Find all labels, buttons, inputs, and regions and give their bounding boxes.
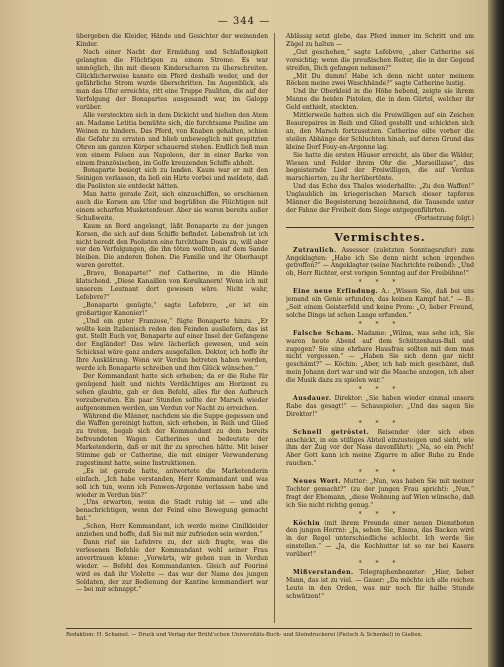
anecdote: [286, 429, 474, 469]
story-paragraph: „Uns erwarten, wenn die Stadt ruhig ist — und alle benachrichtigen, wenn der Feind eine Bewegung gemacht hat.“: [76, 499, 268, 523]
anecdote-separator: * * *: [358, 469, 402, 477]
story-paragraph: „Und ein guter Franzose,“ fügte Bonaparte hinzu. „Er wollte kein Italienisch reden den Feinden ausliefern, das ist gut. Stellt Euch vor, Bonaparte auf einer Insel der Gefangene der Engländer! Das wäre lächerlich gewesen, und sein Schicksal wäre ganz anders ausgefallen. Doktor, ich hoffe ihr Ihre Ausklärung. Wenn wir Verdun betreten haben werden, werde ich Bonaparte schreiben und ihm Glück wünschen.“: [76, 317, 268, 373]
story-paragraph: Dann rief sie Lefebvre zu, der sich fragte, was die verlesenen Befehle der Kommandant wohl seiner Frau anvertrauen könne: „Vorwärts, wir gehen nun in Verdun wieder. — Befehl des Kommandanten. Gleich auf Fouriné wird es daß ihr Violette — das war der Name des jungen Soldaten, der zur Bedienung der Kantine kommandiert war — bei mir schnappt.“: [76, 539, 268, 594]
anecdote-list: [286, 247, 474, 601]
anecdote: [286, 478, 474, 510]
imprint-footer: Redaktion: H. Schamel. — Druck und Verlag der Brühl'schen Universitäts-Buch- und Steindruckerei (Pietsch & Schenkel) in Gießen.: [66, 628, 472, 638]
anecdote: [286, 330, 474, 385]
anecdote: [286, 247, 474, 279]
page-number: — 344 —: [217, 16, 271, 27]
story-paragraph: „Bonaparte genügte,“ sagte Lefebvre, „er ist ein großartiger Kanonier!“: [76, 301, 268, 317]
story-paragraph: Während die Männer, nachdem sie die Suppe gegessen und die Waffen gereinigt hatten, sich erheben, in Reih und Glied zu treten, begab sich der Kommandant zu dem bereits befreundeten Wagen Catherines und bedeutete der Marketenderin, daß er mit ihr zu sprechen hätte. Mit leiser Stimme gab er Catherine, die mit einiger Verwunderung zugestimmt hatte, seine Instruktionen.: [76, 412, 268, 467]
anecdote-separator: * * *: [358, 419, 402, 427]
story-paragraph: Und ihr Oberkleid in die Höhe hebend, zeigte sie ihrem Manne die beiden Pistolen, die in dem Gürtel, welcher ihr Geld enthielt, steckten.: [286, 88, 474, 112]
anecdote-text: A.: „Wissen Sie, daß bei uns jemand ein Genie erfunden, das keinen Kampf hat.“ — B.: „Seit einem Geisterfeld und keine Prom: „O, lieber Freund, solche Dinge ist schon Lange erfunden.“: [286, 288, 474, 319]
anecdote-title: Köchin: [293, 519, 321, 527]
anecdote-separator: * * *: [358, 320, 402, 328]
anecdote-text: Assessor (zuletzten Sonntagsrufer) zum Angeklagten: „Habe ich Sie denn nicht schon irgendwo getroffen?“ — Angeklagter (seine Nachrichte reibend): „Und ob, Herr Richter, erst vorigen Sonntag auf der Freibühne!“: [286, 246, 474, 278]
continuation-note: (Fortsetzung folgt.): [415, 214, 474, 222]
anecdote-text: (mit ihrem Freunde einer neuen Dienstboten den jungen Herrn): „Ja, sehen Sie, Emma, das Backen wird in der Regel unterschiedliche schlecht. Ich werde Sie einstellen.“ — „Ja, die Kochbutter ist so rar bei Kasern vorüber!“: [286, 519, 474, 559]
anecdote-text: Reisender (der sich eben anschickt, in ein stilliges Abteil einzusteigen und sieht, wie ihm der Zug vor der Nase davonfährt): „Na, so ein Pech! Aber Gott kann ich meine Zigarre in aller Ruhe zu Ende rauchen.“: [286, 428, 474, 468]
story-paragraph: „Gut geschehen,“ sagte Lefebvre, „aber Catherine sei vorsichtig; wenn die preußischen Reiter, die in der Gegend streifen, Dich gefangen nehmen?“: [286, 48, 474, 72]
anecdote-title: Eine neue Erfindung.: [293, 288, 379, 296]
anecdote-separator: * * *: [358, 279, 402, 287]
story-paragraph: „Mit Du dumm! Habe ich denn nicht unter meinem Röcken meine zwei Waschhände?“ sagte Catherine lustig.: [286, 72, 474, 88]
story-paragraph: „Bravo, Bonaparte!“ rief Catherine, in die Hände klatschend. „Diese Kanaillen von Korsikanern! Wenn ich mit unserem Leutnant dort gewesen wäre. Nicht wahr, Lefebvre?“: [76, 270, 268, 301]
story-paragraph: Alle versteckten sich in dem Dickicht und hielten den Atem an. Madame Letitia bemühte sich, die furchtsame Pauline am Weinen zu hindern. Das Pferd, von Knaben gehalten, schien die Gefahr zu erraten und blieb unbeweglich mit gespitzten Ohren am ganzen Körper schauernd stehen. Endlich ließ man von einem Felsen aus Napoleon, der in einer Barke von einem französischen, im Golfe kreuzenden Schiffe abholt.: [76, 112, 268, 167]
column-divider: [274, 33, 275, 623]
book-binding-edge: [488, 0, 504, 667]
story-paragraph: Man hatte gerade Zeit, sich einzuschiffen, so erschienen auch die Korsen am Ufer und begrüßten die Flüchtigen mit einem scharfen Musketenfeuer. Aber sie waren bereits außer Schußweite.: [76, 191, 268, 222]
story-continuation: [286, 33, 474, 215]
anecdote: [286, 395, 474, 419]
anecdote: [286, 569, 474, 601]
anecdote-text: Mutter: „Nun, was haben Sie mit meiner Tochter gemacht?“ (zu der jungen Frau spricht): „Nun,“ fragt der Ehemann, „diese Wohnung auf Wien wünsche, daß ich Sie nicht richtig genug.“: [286, 478, 474, 509]
story-paragraph: Ablässig setzt glebe, das Pferd immer im Schritt und am Zügel zu halten —: [286, 33, 474, 48]
story-paragraph: Mittlerweile hatten sich die Freiwilligen auf ein Zeichen Beaurepaires in Reih und Glied gestellt und schickten sich an, den Marsch fortzusetzen. Catherine eilte vorher die steilen Abhänge der Schluchten hinab, auf deren Grund das kleine Dorf Fouy-en-Argonne lag.: [286, 112, 474, 151]
story-paragraph: Sie hatte die ersten Häuser erreicht, als über die Wälder, Wiesen und Felder ihrem Ohr die „Marseillaise“, das begeisternde Lied der Freiwilligen, die auf Verdun marschierten, zu ihr herübertönte.: [286, 151, 474, 183]
story-paragraph: Nach einer Nacht der Ermüdung und Schlaflosigkeit gelangten die Flüchtigen zu einem Strome. Es war unmöglich, ihn mit diesen Kinderscharen zu überschreiten. Glücklicherweise kannte ein Pferd deshalb weder, und der gefährliche Strom wurde überschritten. Im Augenblick, als man das Ufer erreichte, ritt eine Truppe Pauliten, die auf der Verfolgung der Bonapartes ausgesandt war, im Galopp vorüber.: [76, 48, 268, 112]
anecdote-separator: * * *: [358, 560, 402, 568]
anecdote: [286, 520, 474, 560]
anecdote-title: Falsche Scham.: [293, 329, 355, 337]
right-column: [286, 33, 474, 628]
anecdote: [286, 288, 474, 320]
anecdote-text: Telegraphenbeamter: „Hier, lieber Mann, das ist zu viel. — Gauer: „Da möchte ich alle reichen Leute in den Orden, was mir noch für halbe Stunde schwätzen!“: [286, 569, 474, 600]
section-title: Vermischtes.: [334, 230, 426, 244]
anecdote-text: Direktor: „Sie haben wieder einmal unsern Rabe das gesagt!“ — Schauspieler: „Und das sagen Sie Direktor!“: [286, 394, 474, 418]
story-paragraph: Der Kommandant hatte sich erhoben; da er die Ruhe für genügend hielt und nichts Verdächtiges am Horizont zu sehen glaubte, gab er den Befehl, alles für den Aufbruch vorzubereiten. Ein paar Stunden sollte der Marsch wieder aufgenommen werden, um Verdun vor Nacht zu erreichen.: [76, 372, 268, 412]
anecdote-title: Ausdauer.: [293, 394, 332, 402]
story-paragraph: „Schon, Herr Kommandant, ich werde meine Cinilkleider anziehen und hoffe, daß Sie mit mir zufrieden sein werden.“: [76, 523, 268, 539]
anecdote-title: Neues Wort.: [293, 478, 342, 486]
anecdote-separator: * * *: [358, 510, 402, 518]
anecdote-title: Mißverstanden.: [293, 569, 354, 576]
story-paragraph: Kaum an Bord angelangt, läßt Bonaparte zu der jungen Korsen, die sich auf dem Schiffe befindet. Lebensfroh ist ich nicht beredt den Paolisten eine furchtbare Dosis zu, will aber vor den Verfolgungen, die ihn töten wollten, auf dem Sande bleiben. Die anderen flohen. Die Familie und ihr Oberhaupt waren gerettet.: [76, 222, 268, 270]
story-paragraph: übergeben die Kleider, Hände und Gesichter der weinenden Kinder.: [76, 33, 268, 48]
story-paragraph: „Es ist gerade hatte, antwortete die Marketenderin einfach. „Ich habe verstanden, Herr Kommandant und was soll ich tun, wenn ich Fenwen-Argonne verlassen habe und wieder in Verdun bin?“: [76, 467, 268, 499]
story-paragraph: Und das Echo des Thales wiederhallte: „Zu den Waffen!“ Unglaublich im kriegerischen Marsch dieser tapferen Männer die Begeisterung bezeichnend, die Tausende unter der Fahne der Freiheit dem Siege entgegenführten.: [286, 183, 474, 214]
anecdote-title: Zutraulich.: [293, 246, 337, 254]
left-column: [76, 33, 268, 628]
anecdote-title: Schnell getröstet.: [293, 428, 370, 436]
story-paragraph: Bonaparte besiegt sich zu landen. Kaum war er mit den Seinigen verlassen, da ließ ein Hirte vorbei und meldete, daß die Paolisten sie entdeckt hätten.: [76, 167, 268, 191]
anecdote-text: Madame: „Wilma, was sehe ich, Sie waren heute Abend auf dem Schützenhaus-Ball und zugegen? Sie eine ehrbare Hausfrau sollten mit dem man nicht vergessen.“ — „Haben Sie sich denn gar nicht geschämt?“ — Köchin: „Aber, ich hab mich geschämt, daß mein Johann dort war und wir die Masche anzogen, ich aber die Musik dazu zu spielen war.“: [286, 329, 474, 385]
section-divider: [286, 227, 474, 228]
anecdote-separator: * * *: [358, 386, 402, 394]
